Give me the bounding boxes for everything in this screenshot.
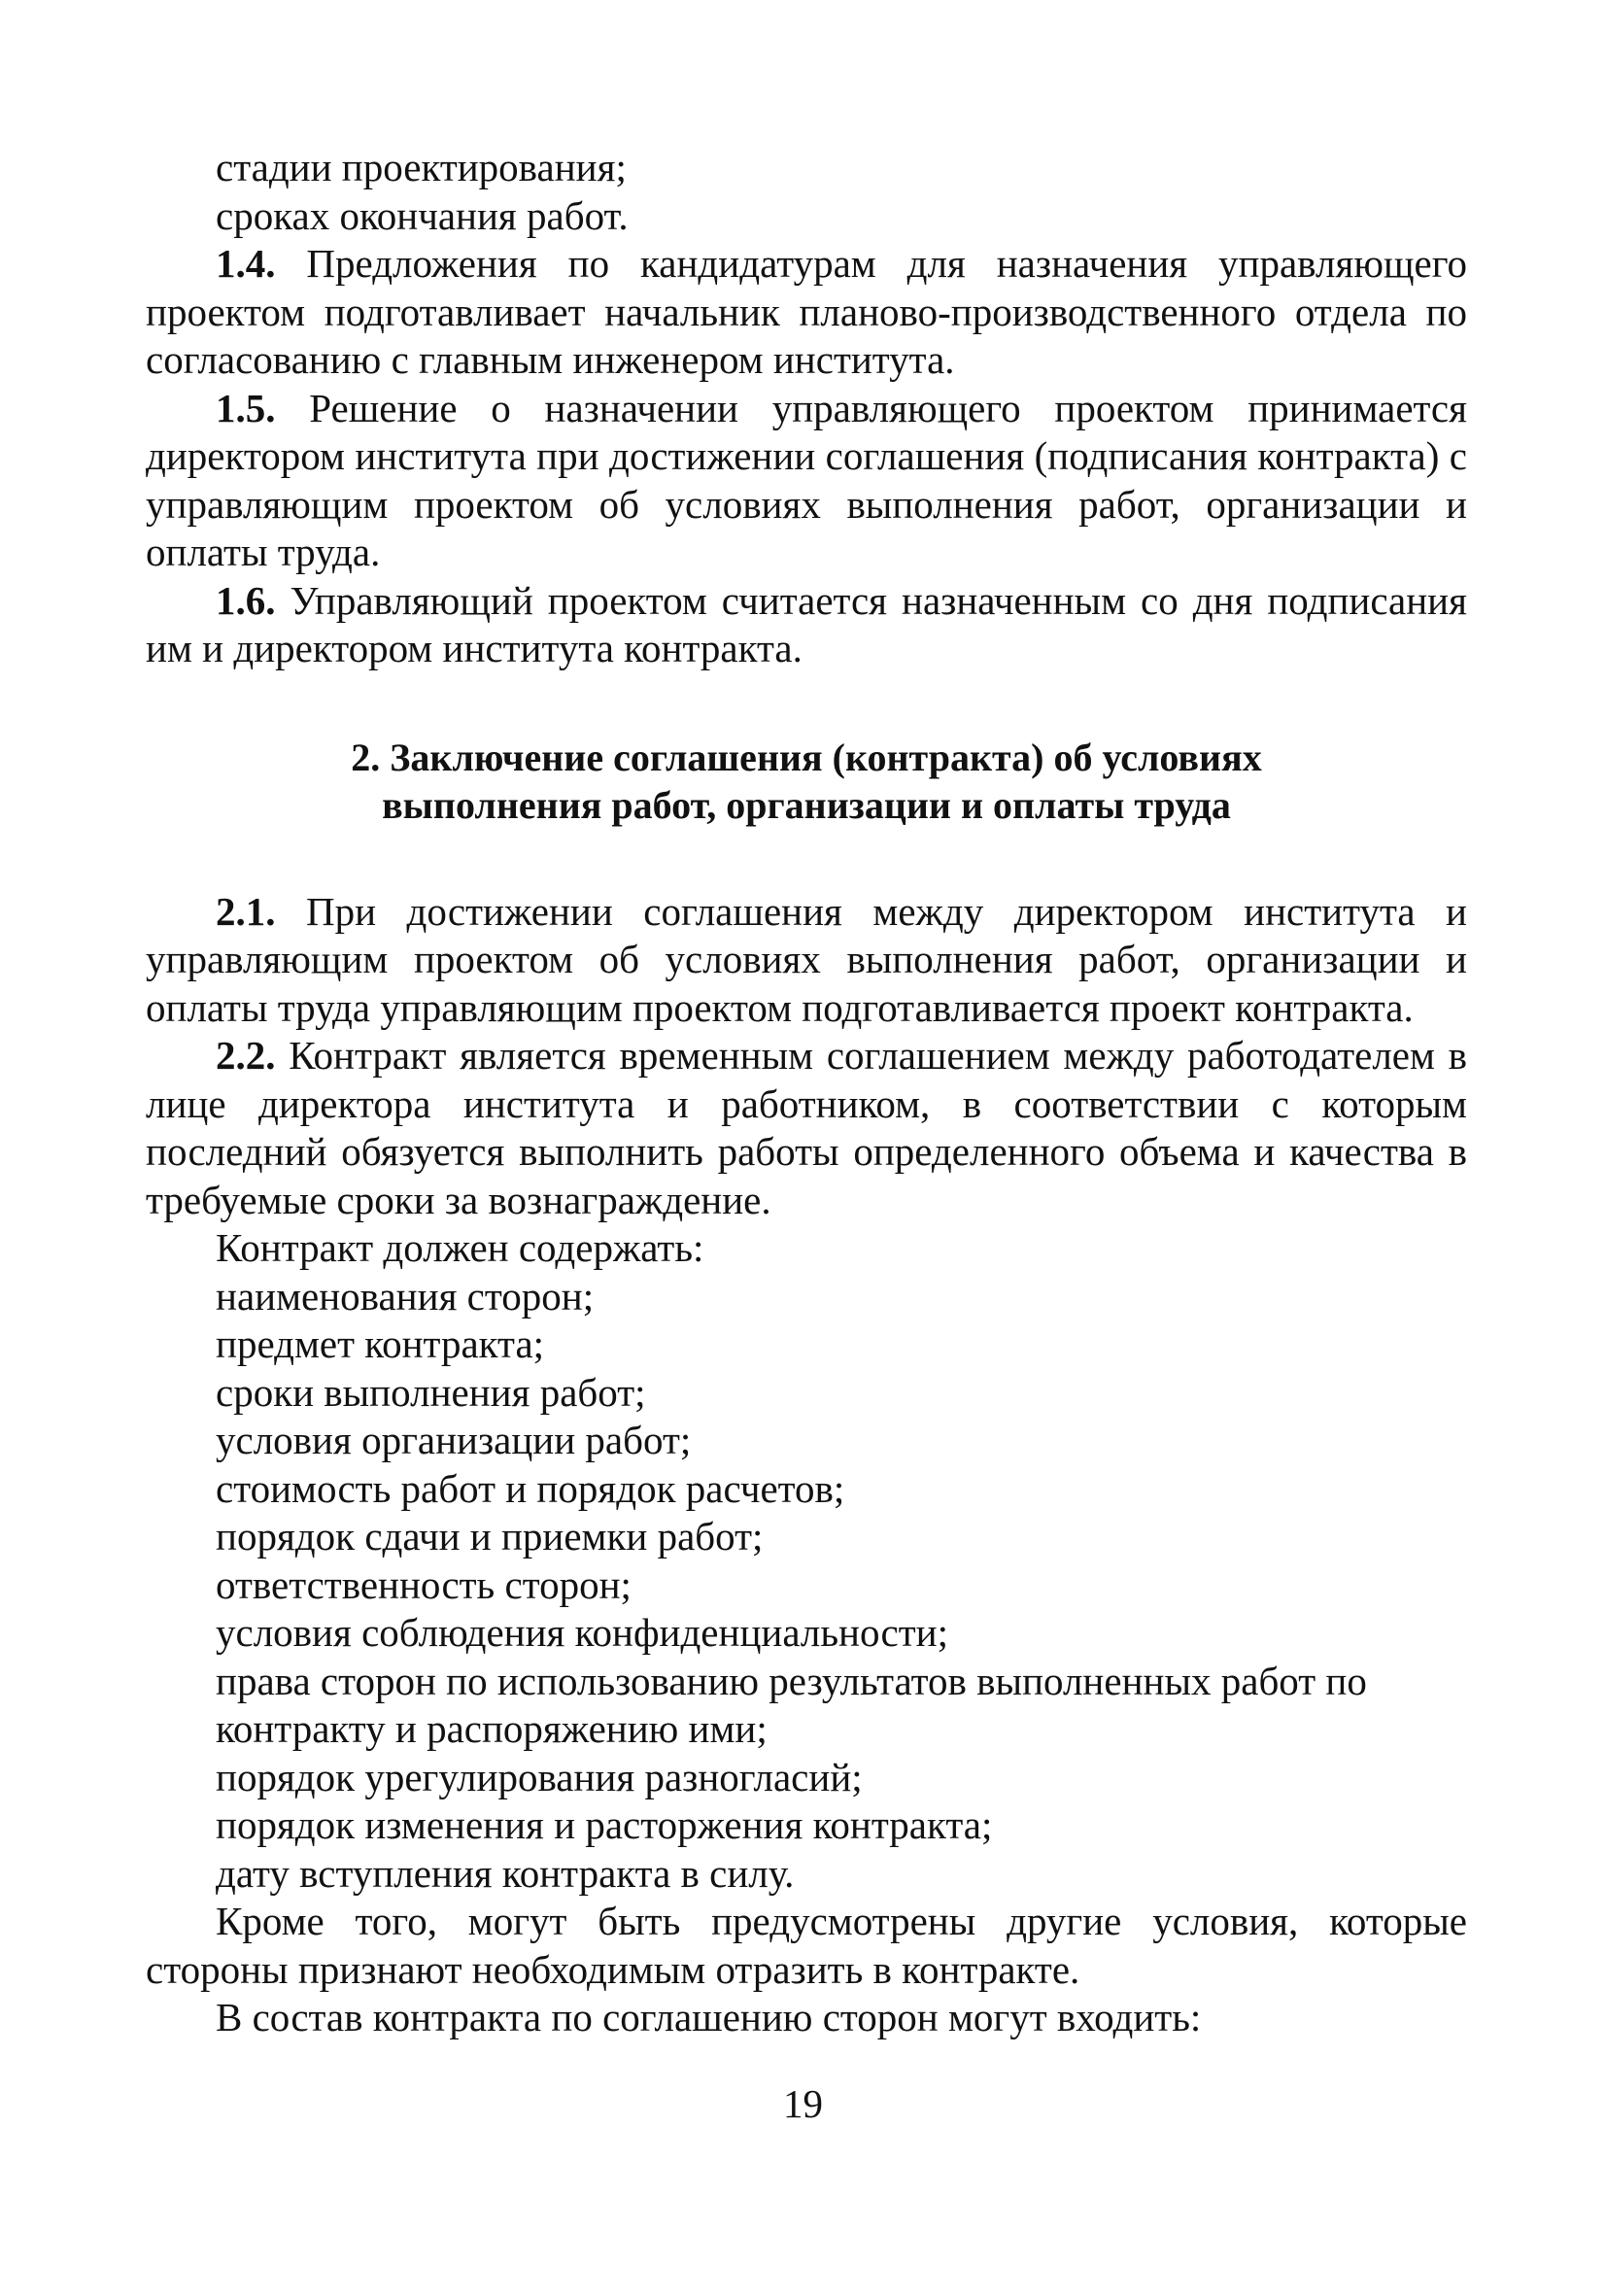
list-item: наименования сторон; xyxy=(216,1273,595,1319)
clause-number: 1.4. xyxy=(216,241,276,286)
clause-text: Предложения по кандидатурам для назначения управляющего проектом подготавливает начальник планово-производственного отдела по согласованию с главным инженером института. xyxy=(146,241,1468,382)
closing-paragraph: Кроме того, могут быть предусмотрены другие условия, которые стороны признают необходимым отразить в контракте. xyxy=(146,1899,1467,1992)
clause-1-4 xyxy=(146,240,1467,385)
list-item: условия организации работ; xyxy=(216,1418,692,1462)
clause-text: Контракт является временным соглашением между работодателем в лице директора института и работником, в соответствии с которым последний обязуется выполнить работы определенного объема и качества в требуемые сроки за вознаграждение. xyxy=(146,1033,1468,1222)
list-item: сроки выполнения работ; xyxy=(216,1369,646,1415)
list-item: сроках окончания работ. xyxy=(216,192,629,238)
clause-2-2 xyxy=(146,1032,1467,1224)
contract-intro: Контракт должен содержать: xyxy=(216,1225,704,1270)
list-item: порядок изменения и расторжения контракта; xyxy=(216,1802,993,1847)
clause-2-1 xyxy=(146,888,1467,1033)
clause-text: Управляющий проектом считается назначенным со дня подписания им и директором института контракта. xyxy=(146,577,1467,670)
closing-paragraph: В состав контракта по соглашению сторон могут входить: xyxy=(216,1995,1202,2039)
clause-1-5 xyxy=(146,385,1467,577)
clause-text: При достижении соглашения между директором института и управляющим проектом об условиях выполнения работ, организации и оплаты труда управляющим проектом подготавливается проект контракта. xyxy=(146,888,1467,1030)
clause-number: 1.5. xyxy=(216,385,276,430)
clause-text: Решение о назначении управляющего проектом принимается директором института при достижении соглашения (подписания контракта) с управляющим проектом об условиях выполнения работ, организации и оплаты труда. xyxy=(146,385,1467,574)
section-heading xyxy=(146,734,1467,830)
list-item: порядок сдачи и приемки работ; xyxy=(216,1514,764,1559)
clause-1-6 xyxy=(146,577,1467,673)
list-item: дату вступления контракта в силу. xyxy=(216,1850,795,1896)
section-heading-line-1: 2. Заключение соглашения (контракта) об условиях xyxy=(351,735,1262,779)
list-item: условия соблюдения конфиденциальности; xyxy=(216,1610,948,1655)
section-heading-line-2: выполнения работ, организации и оплаты труда xyxy=(382,783,1231,827)
list-item: права сторон по использованию результатов выполненных работ по контракту и распоряжению ими; xyxy=(216,1658,1367,1751)
list-item: ответственность сторон; xyxy=(216,1561,632,1607)
list-item: порядок урегулирования разногласий; xyxy=(216,1754,863,1799)
clause-number: 2.2. xyxy=(216,1033,276,1078)
list-item: стадии проектирования; xyxy=(216,145,627,189)
clause-number: 1.6. xyxy=(216,577,276,623)
page-number: 19 xyxy=(783,2081,823,2126)
document-page xyxy=(146,144,1467,2042)
list-item: предмет контракта; xyxy=(216,1321,545,1366)
list-item: стоимость работ и порядок расчетов; xyxy=(216,1465,845,1511)
clause-number: 2.1. xyxy=(216,888,276,934)
